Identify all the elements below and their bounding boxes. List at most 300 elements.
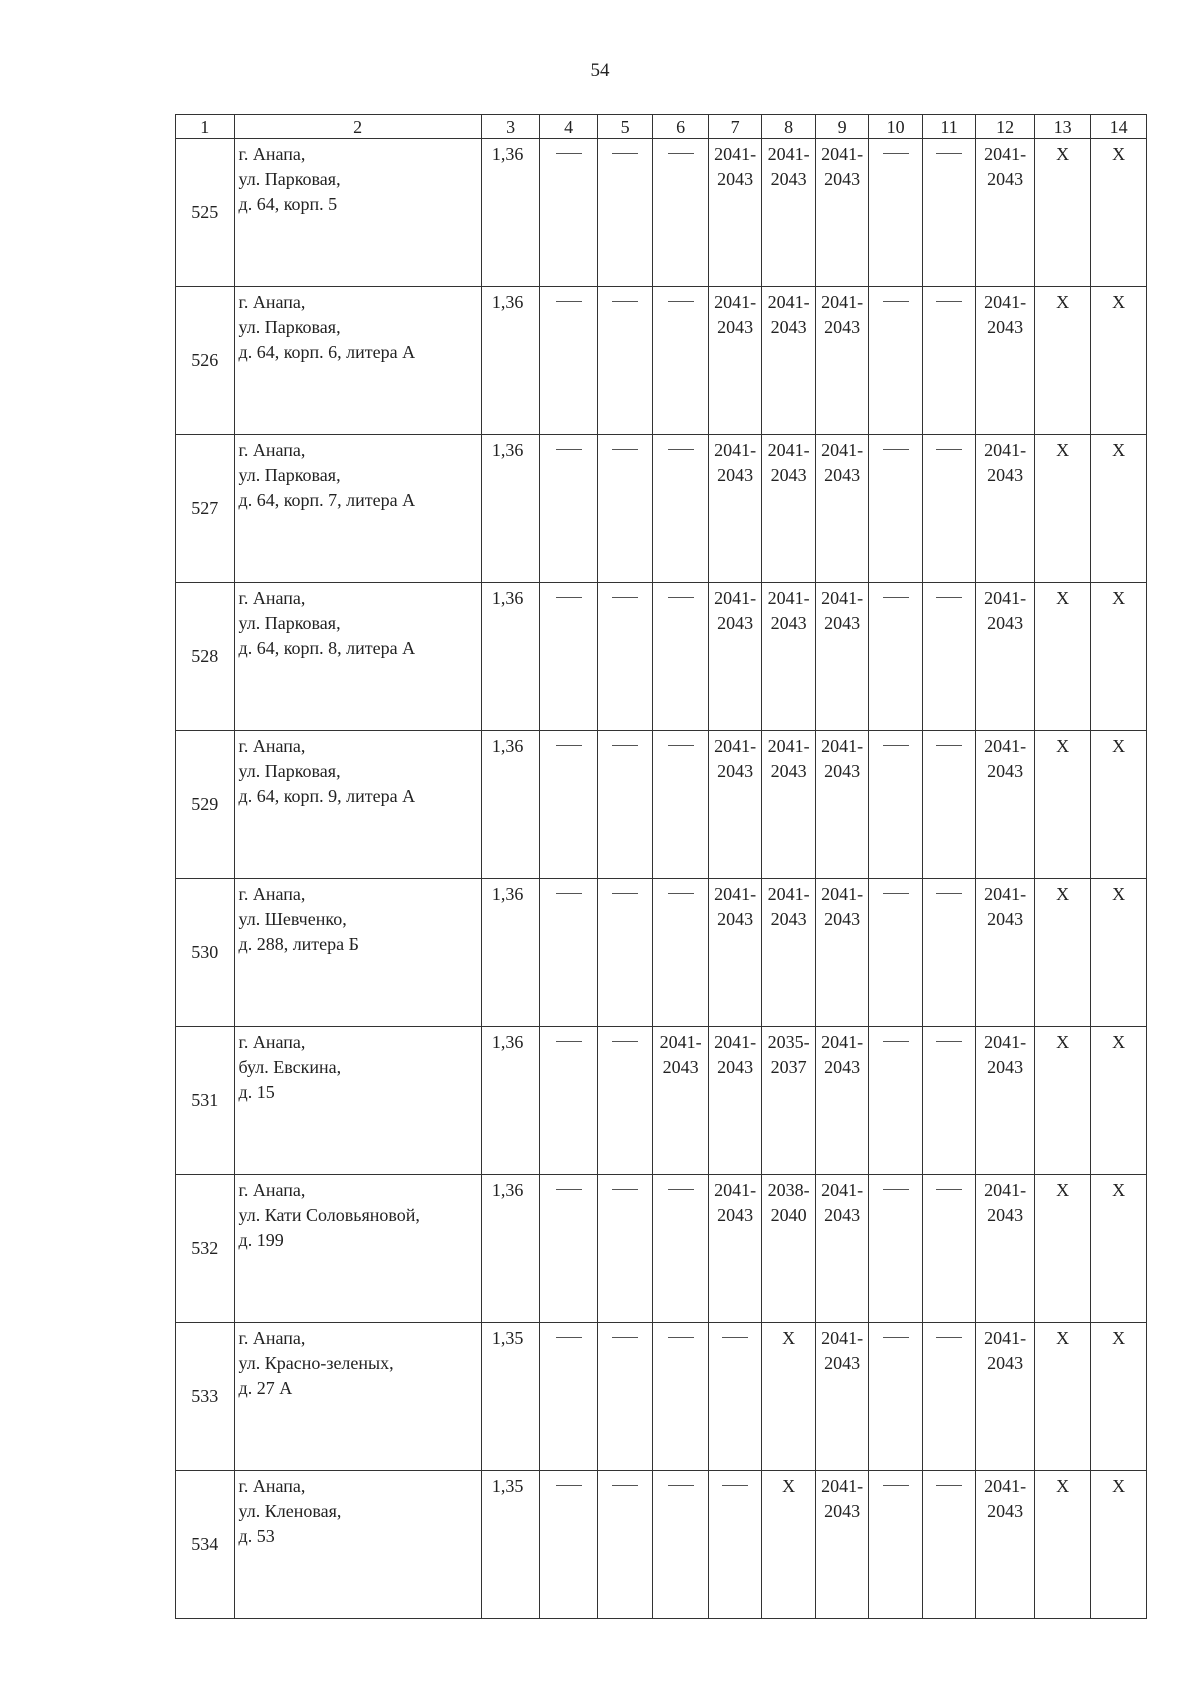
dash-mark [612,597,638,598]
period-line: 2043 [824,1205,861,1225]
dash-cell [869,1323,922,1471]
period-line: 2041- [821,1328,864,1348]
period-cell [976,1323,1035,1471]
dash-mark [883,153,909,154]
period-line: 2043 [717,1057,754,1077]
period-line: 2041- [767,144,810,164]
table-row [176,1175,1147,1323]
address-cell [234,879,481,1027]
value-cell: X [1034,879,1091,1027]
period-line: 2041- [821,440,864,460]
period-line: 2043 [770,169,807,189]
period-line: 2041- [984,144,1027,164]
coefficient-cell: 1,36 [481,879,540,1027]
dash-mark [556,1041,582,1042]
row-number: 525 [176,139,235,287]
row-number: 527 [176,435,235,583]
period-line: 2035- [767,1032,810,1052]
period-cell [976,435,1035,583]
dash-mark [668,449,694,450]
period-line: 2043 [824,1501,861,1521]
dash-mark [883,1337,909,1338]
value-cell: X [1034,1323,1091,1471]
coefficient-cell: 1,36 [481,435,540,583]
dash-mark [668,745,694,746]
dash-cell [653,731,709,879]
dash-mark [668,1189,694,1190]
period-line: 2043 [987,1205,1024,1225]
dash-mark [936,449,962,450]
dash-mark [936,153,962,154]
period-line: 2043 [770,613,807,633]
period-cell [708,287,761,435]
period-line: 2041- [984,1328,1027,1348]
column-header: 9 [815,115,868,139]
address-line: ул. Парковая, [238,465,341,485]
period-line: 2041- [659,1032,702,1052]
period-line: 2041- [821,1032,864,1052]
period-line: 2043 [717,1205,754,1225]
address-line: г. Анапа, [238,1180,306,1200]
period-line: 2043 [770,909,807,929]
dash-cell [922,435,975,583]
dash-cell [869,583,922,731]
period-cell [708,879,761,1027]
dash-cell [653,879,709,1027]
address-line: ул. Кати Соловьяновой, [238,1205,420,1225]
value-cell: X [1034,731,1091,879]
value-cell: X [1034,435,1091,583]
period-line: 2041- [714,292,757,312]
address-line: ул. Парковая, [238,761,341,781]
column-header: 8 [762,115,815,139]
dash-mark [556,597,582,598]
dash-mark [722,1485,748,1486]
dash-cell [540,139,598,287]
dash-cell [540,879,598,1027]
table-row [176,435,1147,583]
dash-cell [653,435,709,583]
value-cell: X [1091,287,1147,435]
dash-cell [597,1471,653,1619]
value-cell: X [1034,1471,1091,1619]
period-line: 2043 [770,317,807,337]
address-cell [234,435,481,583]
dash-mark [668,893,694,894]
period-line: 2043 [824,613,861,633]
dash-mark [936,1041,962,1042]
dash-cell [540,287,598,435]
dash-mark [722,1337,748,1338]
dash-mark [556,301,582,302]
period-line: 2041- [984,588,1027,608]
dash-mark [883,597,909,598]
dash-cell [540,583,598,731]
period-line: 2041- [714,144,757,164]
dash-cell [597,583,653,731]
period-cell [815,1323,868,1471]
dash-cell [597,879,653,1027]
dash-mark [612,1041,638,1042]
address-line: г. Анапа, [238,292,306,312]
dash-mark [612,301,638,302]
dash-cell [597,139,653,287]
dash-cell [597,1175,653,1323]
dash-mark [556,1337,582,1338]
value-cell: X [1034,1175,1091,1323]
dash-cell [653,583,709,731]
dash-mark [612,745,638,746]
value-cell: X [1034,583,1091,731]
period-line: 2041- [767,736,810,756]
row-number: 531 [176,1027,235,1175]
dash-mark [936,1189,962,1190]
period-line: 2043 [987,613,1024,633]
dash-cell [653,139,709,287]
period-line: 2043 [987,1353,1024,1373]
dash-mark [668,1485,694,1486]
period-cell [976,287,1035,435]
period-line: 2041- [714,1180,757,1200]
period-cell [708,583,761,731]
period-line: 2043 [824,317,861,337]
address-line: ул. Парковая, [238,169,341,189]
table-row [176,1471,1147,1619]
period-cell [762,879,815,1027]
dash-cell [540,1175,598,1323]
period-line: 2041- [714,440,757,460]
period-line: 2038- [767,1180,810,1200]
value-cell: X [1091,139,1147,287]
dash-mark [936,745,962,746]
dash-cell [869,1027,922,1175]
value-cell: X [1091,1175,1147,1323]
period-line: 2041- [984,1476,1027,1496]
period-line: 2037 [770,1057,807,1077]
coefficient-cell: 1,36 [481,287,540,435]
period-line: 2043 [987,761,1024,781]
dash-mark [556,449,582,450]
column-header: 10 [869,115,922,139]
period-cell [815,1027,868,1175]
period-line: 2043 [987,909,1024,929]
dash-cell [653,1323,709,1471]
coefficient-cell: 1,35 [481,1471,540,1619]
dash-mark [668,153,694,154]
dash-mark [668,301,694,302]
period-line: 2043 [987,317,1024,337]
value-cell: X [762,1323,815,1471]
row-number: 530 [176,879,235,1027]
value-cell: X [1091,879,1147,1027]
period-cell [762,287,815,435]
period-line: 2041- [821,1180,864,1200]
dash-cell [922,1175,975,1323]
period-line: 2041- [984,292,1027,312]
dash-mark [883,449,909,450]
dash-cell [922,731,975,879]
dash-cell [597,435,653,583]
dash-cell [869,287,922,435]
period-cell [976,1175,1035,1323]
address-line: г. Анапа, [238,1032,306,1052]
dash-mark [556,1189,582,1190]
dash-cell [869,879,922,1027]
address-cell [234,139,481,287]
dash-cell [922,1027,975,1175]
period-cell [976,139,1035,287]
address-cell [234,1323,481,1471]
period-line: 2041- [821,144,864,164]
dash-mark [612,153,638,154]
column-header: 1 [176,115,235,139]
dash-mark [936,1485,962,1486]
address-line: ул. Красно-зеленых, [238,1353,394,1373]
dash-cell [922,1471,975,1619]
value-cell: X [1091,583,1147,731]
period-line: 2043 [987,1057,1024,1077]
address-line: д. 288, литера Б [238,934,359,954]
column-header: 11 [922,115,975,139]
value-cell: X [1091,1323,1147,1471]
coefficient-cell: 1,36 [481,1027,540,1175]
row-number: 526 [176,287,235,435]
period-line: 2043 [770,465,807,485]
column-header: 3 [481,115,540,139]
dash-cell [597,1027,653,1175]
address-line: ул. Парковая, [238,613,341,633]
period-line: 2041- [821,884,864,904]
dash-mark [612,893,638,894]
dash-mark [612,1485,638,1486]
row-number: 534 [176,1471,235,1619]
address-line: г. Анапа, [238,440,306,460]
period-cell [708,139,761,287]
period-cell [762,1027,815,1175]
table-row [176,1027,1147,1175]
period-cell [762,583,815,731]
dash-mark [556,1485,582,1486]
address-line: ул. Шевченко, [238,909,347,929]
dash-cell [597,287,653,435]
period-line: 2043 [824,761,861,781]
period-cell [815,287,868,435]
value-cell: X [762,1471,815,1619]
value-cell: X [1091,1471,1147,1619]
dash-mark [612,1189,638,1190]
table-row [176,879,1147,1027]
period-cell [708,435,761,583]
dash-cell [540,435,598,583]
coefficient-cell: 1,36 [481,1175,540,1323]
dash-mark [556,745,582,746]
address-line: д. 64, корп. 6, литера А [238,342,416,362]
dash-cell [708,1471,761,1619]
period-line: 2041- [984,1032,1027,1052]
period-line: 2043 [717,317,754,337]
period-line: 2043 [824,465,861,485]
dash-mark [936,1337,962,1338]
table-row [176,583,1147,731]
column-header: 7 [708,115,761,139]
dash-cell [922,879,975,1027]
period-line: 2043 [824,1353,861,1373]
dash-cell [869,1175,922,1323]
dash-cell [922,583,975,731]
address-cell [234,1175,481,1323]
address-line: д. 64, корп. 5 [238,194,338,214]
period-cell [762,435,815,583]
dash-cell [869,435,922,583]
period-line: 2041- [984,884,1027,904]
address-line: д. 27 А [238,1378,293,1398]
dash-cell [922,139,975,287]
column-header: 6 [653,115,709,139]
dash-cell [597,1323,653,1471]
dash-mark [883,1485,909,1486]
period-line: 2043 [717,465,754,485]
address-cell [234,731,481,879]
dash-mark [668,597,694,598]
coefficient-cell: 1,36 [481,139,540,287]
dash-mark [936,597,962,598]
period-line: 2043 [824,1057,861,1077]
dash-cell [922,287,975,435]
column-header: 13 [1034,115,1091,139]
column-header: 4 [540,115,598,139]
period-cell [762,139,815,287]
period-cell [762,1175,815,1323]
period-cell [815,1175,868,1323]
value-cell: X [1034,139,1091,287]
period-line: 2043 [717,909,754,929]
dash-cell [540,731,598,879]
dash-mark [612,449,638,450]
address-line: д. 64, корп. 8, литера А [238,638,416,658]
table-row [176,139,1147,287]
dash-cell [653,1175,709,1323]
dash-cell [540,1323,598,1471]
dash-cell [922,1323,975,1471]
address-line: д. 64, корп. 7, литера А [238,490,416,510]
dash-mark [883,745,909,746]
dash-mark [936,301,962,302]
address-line: г. Анапа, [238,1328,306,1348]
period-line: 2043 [770,761,807,781]
dash-mark [612,1337,638,1338]
period-line: 2043 [717,169,754,189]
table-row [176,731,1147,879]
address-line: д. 53 [238,1526,275,1546]
period-line: 2043 [717,613,754,633]
column-header: 2 [234,115,481,139]
dash-mark [556,893,582,894]
period-line: 2041- [821,292,864,312]
period-line: 2043 [987,1501,1024,1521]
period-line: 2043 [987,169,1024,189]
period-cell [815,583,868,731]
dash-mark [668,1337,694,1338]
column-header: 14 [1091,115,1147,139]
address-line: д. 199 [238,1230,284,1250]
address-cell [234,287,481,435]
registry-table [175,114,1147,1619]
row-number: 528 [176,583,235,731]
period-line: 2041- [714,588,757,608]
period-cell [815,1471,868,1619]
period-line: 2041- [821,1476,864,1496]
period-line: 2041- [984,736,1027,756]
dash-cell [869,731,922,879]
address-line: г. Анапа, [238,144,306,164]
period-line: 2043 [662,1057,699,1077]
dash-mark [883,1189,909,1190]
dash-cell [540,1471,598,1619]
period-line: 2041- [767,292,810,312]
address-line: д. 64, корп. 9, литера А [238,786,416,806]
address-line: ул. Парковая, [238,317,341,337]
dash-mark [556,153,582,154]
row-number: 532 [176,1175,235,1323]
row-number: 533 [176,1323,235,1471]
header-row [176,115,1147,139]
address-line: г. Анапа, [238,736,306,756]
address-cell [234,1471,481,1619]
address-cell [234,1027,481,1175]
dash-cell [540,1027,598,1175]
period-cell [976,731,1035,879]
period-cell [976,1027,1035,1175]
dash-cell [869,139,922,287]
value-cell: X [1091,435,1147,583]
column-header: 12 [976,115,1035,139]
period-line: 2041- [767,588,810,608]
period-line: 2041- [821,736,864,756]
column-header: 5 [597,115,653,139]
address-cell [234,583,481,731]
period-line: 2041- [714,884,757,904]
dash-cell [653,287,709,435]
period-cell [976,879,1035,1027]
table-body [176,139,1147,1619]
period-line: 2043 [824,169,861,189]
period-cell [708,1027,761,1175]
table-row [176,1323,1147,1471]
period-line: 2043 [824,909,861,929]
dash-mark [936,893,962,894]
period-line: 2041- [767,884,810,904]
period-line: 2041- [714,736,757,756]
coefficient-cell: 1,36 [481,731,540,879]
coefficient-cell: 1,36 [481,583,540,731]
dash-mark [883,893,909,894]
row-number: 529 [176,731,235,879]
period-line: 2041- [767,440,810,460]
address-line: г. Анапа, [238,1476,306,1496]
value-cell: X [1034,1027,1091,1175]
value-cell: X [1091,1027,1147,1175]
address-line: ул. Кленовая, [238,1501,342,1521]
dash-mark [883,301,909,302]
period-line: 2041- [714,1032,757,1052]
period-line: 2041- [984,1180,1027,1200]
period-cell [815,139,868,287]
address-line: г. Анапа, [238,588,306,608]
table-row [176,287,1147,435]
period-cell [653,1027,709,1175]
period-cell [815,731,868,879]
period-cell [708,1175,761,1323]
